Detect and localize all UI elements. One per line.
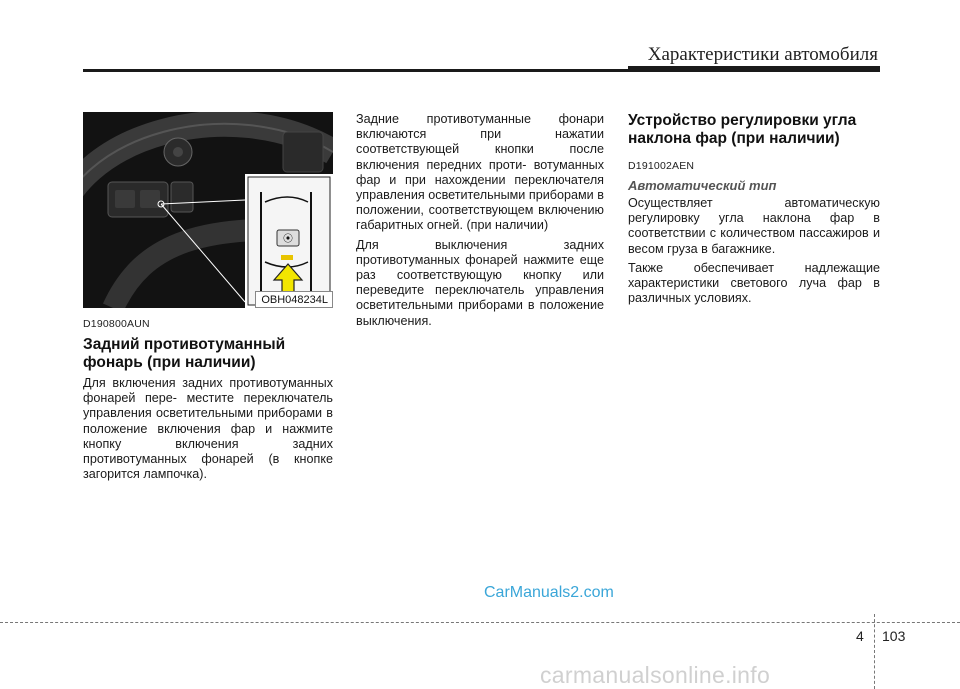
paragraph: Осуществляет автоматическую регулировку угла наклона фар в соответствии с количеством пассажиров и весом груза в багажнике. [628, 196, 880, 256]
steering-wheel-figure [83, 112, 333, 308]
paragraph: Также обеспечивает надлежащие характеристики светового луча фар в различных условиях. [628, 260, 880, 306]
svg-text:⦿: ⦿ [283, 234, 293, 245]
watermark-link[interactable]: CarManuals2.com [484, 584, 614, 601]
paragraph: Для включения задних противотуманных фонарей пере- местите переключатель управления осветительными приборами в положение включения фар и нажмите кнопку включения задних противотуманных фонарей (в кнопке загорится лампочка). [83, 376, 333, 482]
paragraph: Для выключения задних противотуманных фонарей нажмите еще раз соответствующую кнопку или переведите переключатель управления осветительными приборами в положение выключения. [356, 237, 604, 328]
section-code: D190800AUN [83, 318, 150, 330]
figure-code: OBH048234L [255, 291, 333, 308]
column-left [83, 112, 333, 486]
section-heading: Задний противотуманный фонарь (при наличии) [83, 336, 286, 371]
section-code: D191002AEN [628, 160, 695, 172]
subheading: Автоматический тип [628, 178, 777, 193]
chapter-number: 4 [856, 628, 864, 644]
chapter-title: Характеристики автомобиля [647, 44, 878, 65]
steering-wheel-illustration [83, 112, 333, 308]
page-number: 103 [882, 628, 906, 644]
column-middle [356, 112, 604, 333]
column-right [628, 112, 880, 310]
watermark-footer: carmanualsonline.info [540, 662, 771, 688]
section-heading: Устройство регулировки угла наклона фар (при наличии) [628, 112, 857, 147]
paragraph: Задние противотуманные фонари включаются при нажатии соответствующей кнопки после включения передних проти- вотуманных фар и при нахождении переключателя управления осветительными приборами в положении, соответствующем включению габаритных огней. (при наличии) [356, 112, 604, 233]
footer-rule [0, 622, 960, 623]
footer-divider [874, 614, 875, 689]
header-rule-accent [628, 66, 880, 71]
